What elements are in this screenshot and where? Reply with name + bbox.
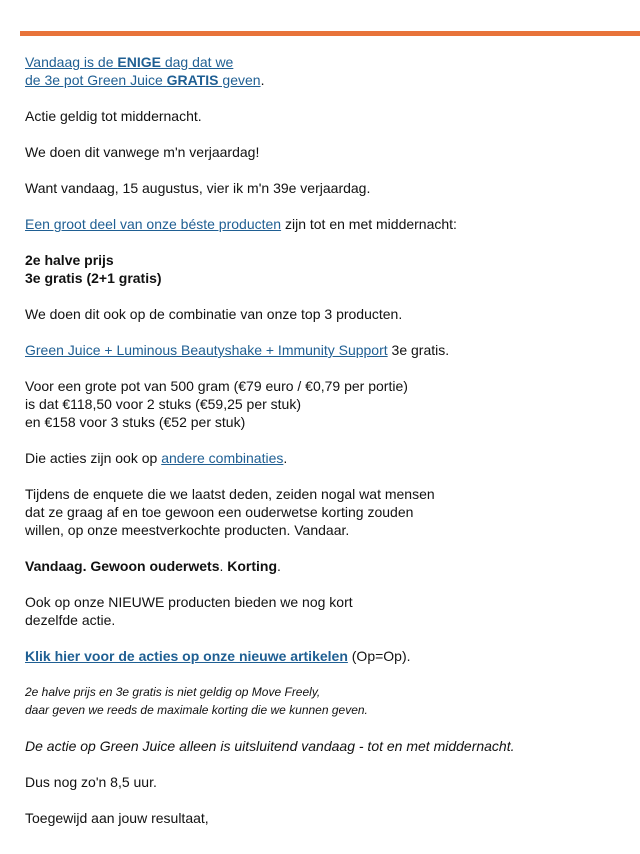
exclusive-offer-text: De actie op Green Juice alleen is uitsluitend vandaag - tot en met middernacht. <box>25 738 515 754</box>
birthday-text: We doen dit vanwege m'n verjaardag! <box>25 144 260 160</box>
combo-products-link[interactable]: Green Juice + Luminous Beautyshake + Immunity Support <box>25 342 388 358</box>
disclaimer-text: 2e halve prijs en 3e gratis is niet geldig op Move Freely, daar geven we reeds de maximale korting die we kunnen geven. <box>25 685 368 717</box>
other-combos-paragraph: Die acties zijn ook op andere combinaties. <box>25 450 288 466</box>
today-discount-text: Vandaag. Gewoon ouderwets. Korting. <box>25 558 281 574</box>
date-text: Want vandaag, 15 augustus, vier ik m'n 39e verjaardag. <box>25 180 371 196</box>
hours-left-text: Dus nog zo'n 8,5 uur. <box>25 774 157 790</box>
valid-until-text: Actie geldig tot middernacht. <box>25 108 202 124</box>
new-articles-cta-link[interactable]: Klik hier voor de acties op onze nieuwe artikelen <box>25 648 348 664</box>
cta-paragraph: Klik hier voor de acties op onze nieuwe artikelen (Op=Op). <box>25 648 411 664</box>
combo-text: We doen dit ook op de combinatie van onze top 3 producten. <box>25 306 403 322</box>
header-accent-bar <box>20 31 640 36</box>
best-products-link[interactable]: Een groot deel van onze béste producten <box>25 216 282 232</box>
price-block: Voor een grote pot van 500 gram (€79 euro / €0,79 per portie) is dat €118,50 voor 2 stuks (€59,25 per stuk) en €158 voor 3 stuks (€52 per stuk) <box>25 378 408 430</box>
intro-paragraph: Vandaag is de ENIGE dag dat we de 3e pot Green Juice GRATIS geven. <box>25 54 265 88</box>
survey-paragraph: Tijdens de enquete die we laatst deden, zeiden nogal wat mensen dat ze graag af en toe gewoon een ouderwetse korting zouden willen, op onze meestverkochte producten. Vandaar. <box>25 486 435 538</box>
offer-line-half-price: 2e halve prijs <box>25 252 114 268</box>
intro-link[interactable]: Vandaag is de ENIGE dag dat we de 3e pot Green Juice GRATIS geven <box>25 54 261 88</box>
offer-block <box>25 251 625 287</box>
offer-line-third-free: 3e gratis (2+1 gratis) <box>25 270 162 286</box>
other-combinations-link[interactable]: andere combinaties <box>161 450 284 466</box>
products-paragraph: Een groot deel van onze béste producten zijn tot en met middernacht: <box>25 216 457 232</box>
email-body <box>25 53 625 845</box>
new-products-paragraph: Ook op onze NIEUWE producten bieden we nog kort dezelfde actie. <box>25 594 353 628</box>
combo-paragraph: Green Juice + Luminous Beautyshake + Immunity Support 3e gratis. <box>25 342 450 358</box>
signoff-text: Toegewijd aan jouw resultaat, <box>25 810 209 826</box>
